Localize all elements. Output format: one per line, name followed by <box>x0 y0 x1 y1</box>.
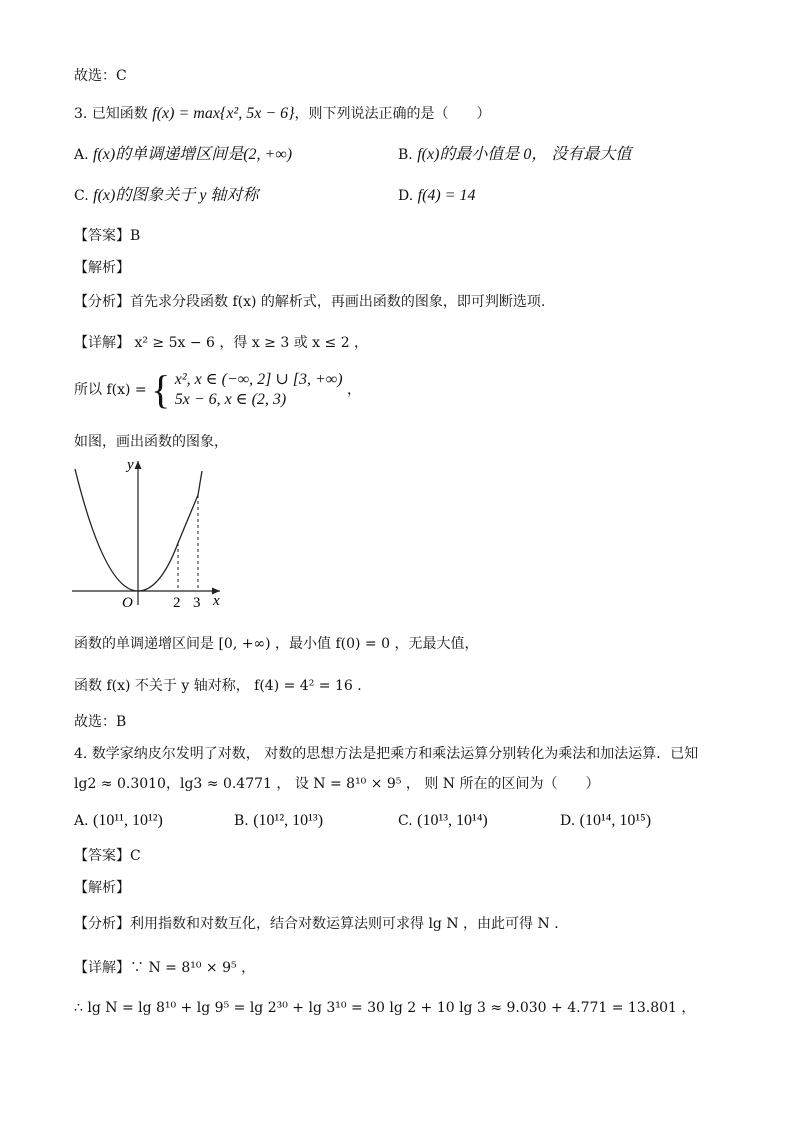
option-text: f(x)的最小值是 0， 没有最大值 <box>417 146 632 163</box>
q3-option-c <box>74 186 258 206</box>
option-label: A. <box>74 147 89 163</box>
q4-option-a <box>74 811 163 831</box>
q4-stem-text: 数学家纳皮尔发明了对数， 对数的思想方法是把乘方和乘法运算分别转化为乘法和加法运算．已知 <box>91 746 699 762</box>
q3-stem-post: ，则下列说法正确的是（ ） <box>294 106 491 122</box>
option-label: B. <box>398 147 413 163</box>
q3-number: 3. <box>74 106 88 122</box>
option-label: B. <box>234 813 249 829</box>
q3-stem-pre: 已知函数 <box>91 106 148 122</box>
option-text: f(x)的单调递增区间是(2, +∞) <box>93 146 293 163</box>
y-axis-label: y <box>127 457 134 473</box>
origin-label: O <box>122 595 133 611</box>
q4-answer: 【答案】C <box>74 848 141 864</box>
prev-answer-line: 故选：C <box>74 68 127 84</box>
q3-conclusion-2: 函数 f(x) 不关于 y 轴对称， f(4) = 4² = 16 . <box>74 678 362 694</box>
option-text: (10¹¹, 10¹²) <box>93 812 163 829</box>
q3-detail: 【详解】 x² ≥ 5x − 6 ，得 x ≥ 3 或 x ≤ 2 ， <box>74 335 369 351</box>
tick-label-3: 3 <box>193 595 201 611</box>
q3-option-b <box>398 145 631 165</box>
q4-option-b <box>234 811 323 831</box>
option-text: (10¹², 10¹³) <box>253 812 324 829</box>
q3-conclusion-1: 函数的单调递增区间是 [0, +∞) ，最小值 f(0) = 0 ，无最大值， <box>74 636 479 652</box>
q3-answer: 【答案】B <box>74 228 141 244</box>
q4-stem-1 <box>74 744 698 764</box>
option-text: (10¹⁴, 10¹⁵) <box>579 812 652 829</box>
q4-detail-1: 【详解】∵ N = 8¹⁰ × 9⁵ ， <box>74 960 256 976</box>
option-text: f(x)的图象关于 y 轴对称 <box>93 187 259 204</box>
y-axis-arrow <box>135 461 142 469</box>
q4-stem-2: lg2 ≈ 0.3010，lg3 ≈ 0.4771 ， 设 N = 8¹⁰ × 9⁵ ， 则 N 所在的区间为（ ） <box>74 776 600 792</box>
q3-piecewise <box>74 368 361 412</box>
q3-option-d <box>398 186 476 206</box>
q4-option-c <box>398 811 488 831</box>
option-label: D. <box>560 813 576 829</box>
q4-jiexi: 【解析】 <box>74 880 130 896</box>
q3-jiexi: 【解析】 <box>74 260 130 276</box>
option-label: A. <box>74 813 89 829</box>
q4-detail-2: ∴ lg N = lg 8¹⁰ + lg 9⁵ = lg 2³⁰ + lg 3¹⁰ = 30 lg 2 + 10 lg 3 ≈ 9.030 + 4.771 = 13.801 ， <box>74 1000 696 1016</box>
left-brace: { <box>151 367 171 412</box>
option-text: (10¹³, 10¹⁴) <box>417 812 488 829</box>
q4-option-d <box>560 811 651 831</box>
q3-option-a <box>74 145 292 165</box>
q3-figure-intro: 如图，画出函数的图象， <box>74 434 228 450</box>
q3-final: 故选：B <box>74 714 127 730</box>
case-2: 5x − 6, x ∈ (2, 3) <box>174 391 287 408</box>
option-label: C. <box>74 188 89 204</box>
function-graph <box>60 455 230 615</box>
x-axis-label: x <box>213 593 220 609</box>
case-1: x², x ∈ (−∞, 2] ∪ [3, +∞) <box>174 371 343 388</box>
option-text: f(4) = 14 <box>417 187 476 204</box>
option-label: D. <box>398 188 414 204</box>
q3-fenxi: 【分析】首先求分段函数 f(x) 的解析式，再画出函数的图象，即可判断选项. <box>74 294 546 310</box>
q3-stem-function: f(x) = max{x², 5x − 6} <box>152 105 295 122</box>
q4-number: 4. <box>74 746 88 762</box>
case-end: ， <box>346 382 361 398</box>
tick-label-2: 2 <box>173 595 181 611</box>
piecewise-lead: 所以 f(x) = <box>74 382 147 398</box>
q3-stem <box>74 104 491 124</box>
piecewise-cases <box>175 370 343 410</box>
option-label: C. <box>398 813 413 829</box>
q4-fenxi: 【分析】利用指数和对数互化，结合对数运算法则可求得 lg N ，由此可得 N . <box>74 916 559 932</box>
